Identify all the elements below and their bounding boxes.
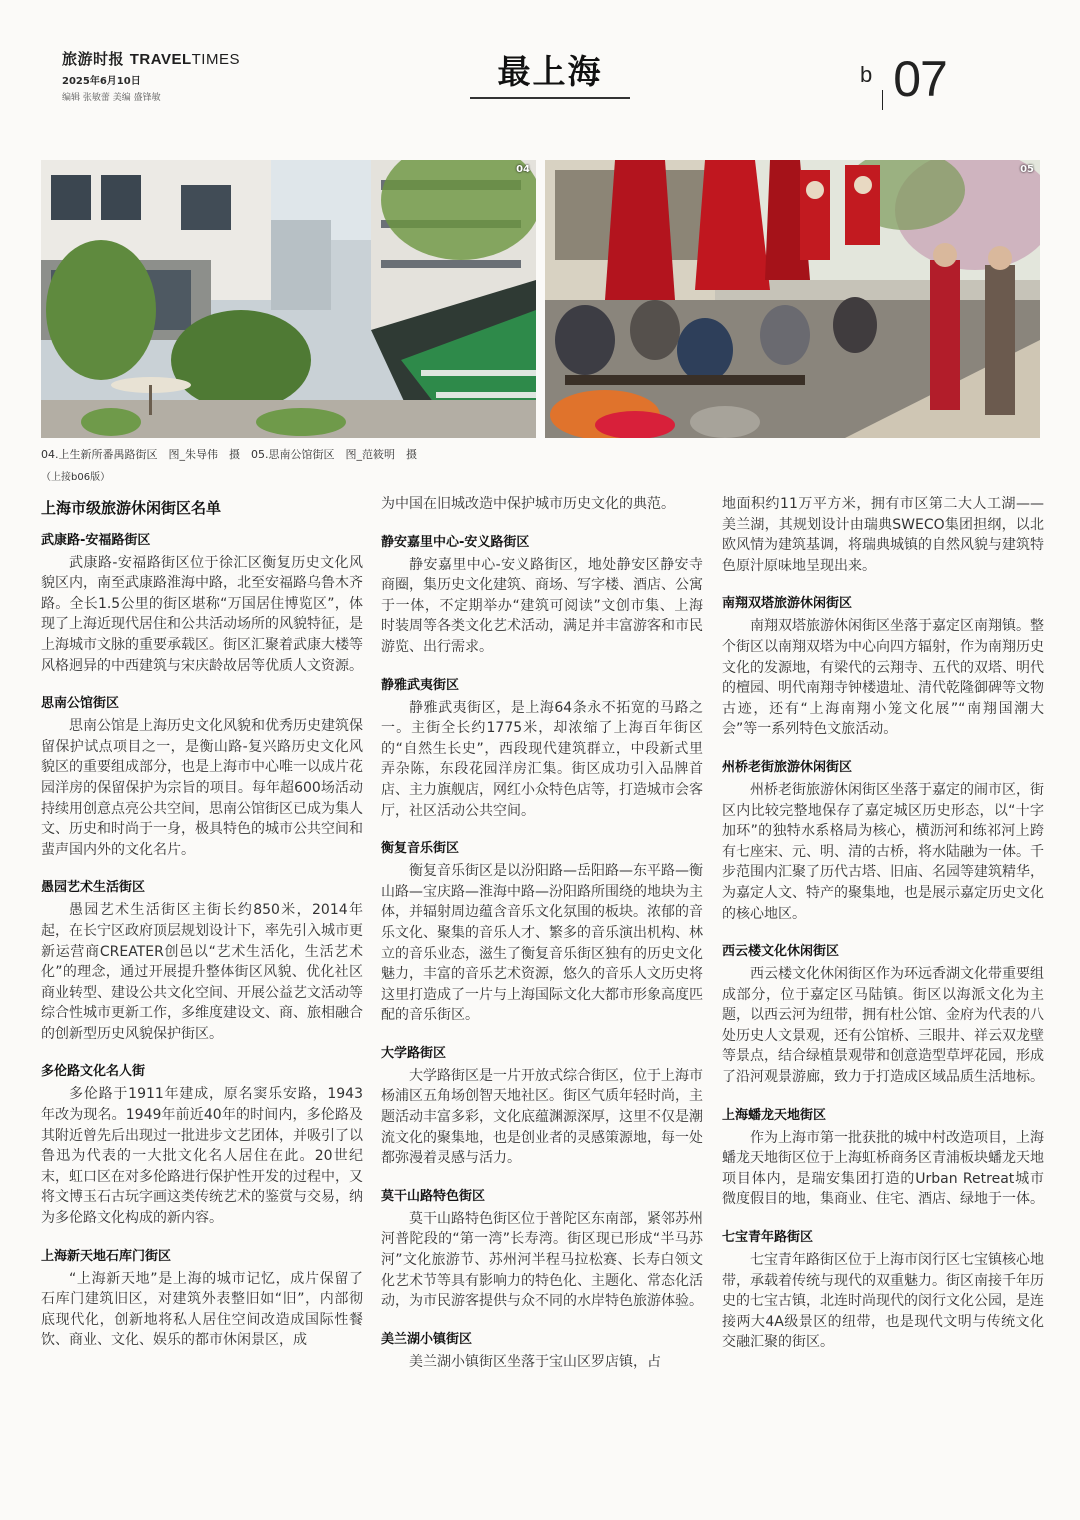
- district-heading: 莫干山路特色街区: [381, 1188, 486, 1204]
- district-body-continued: 为中国在旧城改造中保护城市历史文化的典范。: [381, 496, 675, 512]
- district-heading: 美兰湖小镇街区: [381, 1331, 473, 1347]
- district-heading: 静安嘉里中心-安义路街区: [381, 534, 530, 550]
- page-section-letter: b: [860, 62, 873, 87]
- issue-date: 2025年6月10日: [62, 76, 141, 87]
- district-heading: 大学路街区: [381, 1045, 447, 1061]
- page-number-divider: [882, 90, 883, 110]
- district-heading: 多伦路文化名人街: [41, 1064, 146, 1080]
- district-heading: 上海蟠龙天地街区: [722, 1107, 827, 1123]
- district-heading: 愚园艺术生活街区: [41, 880, 146, 896]
- district-body: 多伦路于1911年建成，原名窦乐安路，1943年改为现名。1949年前近40年的时间内，多伦路及其附近曾先后出现过一批进步文艺团体，并吸引了以鲁迅为代表的一大批文化名人居住在此。20世纪末，虹口区在对多伦路进行保护性开发的过程中，又将文博玉石古玩字画这类传统艺术的鉴赏与交易，纳为多伦路文化构成的新内容。: [41, 1086, 363, 1227]
- district-body: 静雅武夷街区，是上海64条永不拓宽的马路之一。主街全长约1775米，却浓缩了上海百年街区的“自然生长史”，西段现代建筑群立，中段新式里弄杂陈，东段花园洋房汇集。街区成功引入品牌首店、主力旗舰店，网红小众特色店等，打造城市会客厅，社区活动公共空间。: [381, 699, 703, 819]
- district-heading: 西云楼文化休闲街区: [722, 944, 840, 960]
- section-title: 最上海: [497, 52, 603, 91]
- newspaper-brand: [62, 48, 240, 69]
- district-body: 静安嘉里中心-安义路街区，地处静安区静安寺商圈，集历史文化建筑、商场、写字楼、酒店、公寓于一体，不定期举办“建筑可阅读”文创市集、上海时装周等各类文化艺术活动，满足并丰富游客和市民游览、出行需求。: [381, 556, 703, 655]
- brand-en-light: TIMES: [191, 51, 240, 68]
- article-column-1: [41, 494, 363, 1351]
- district-body: 大学路街区是一片开放式综合街区，位于上海市杨浦区五角场创智天地社区。街区气质年轻时尚，主题活动丰富多彩，文化底蕴渊源深厚，这里不仅是潮流文化的聚集地，也是创业者的灵感策源地，每一处都弥漫着灵感与活力。: [381, 1067, 703, 1167]
- district-heading: 静雅武夷街区: [381, 677, 460, 693]
- district-body: 美兰湖小镇街区坐落于宝山区罗店镇，占: [409, 1353, 661, 1370]
- article-column-2: [381, 494, 703, 1372]
- district-heading: 思南公馆街区: [41, 696, 120, 712]
- title-rule: [470, 97, 630, 99]
- district-body: 州桥老街旅游休闲街区坐落于嘉定的闹市区，街区内比较完整地保存了嘉定城区历史形态，以“十字加环”的独特水系格局为核心，横沥河和练祁河上跨有七座宋、元、明、清的古桥，将水陆融为一体。千步范围内汇聚了历代古塔、旧庙、名园等建筑精华，为嘉定人文、特产的聚集地，也是展示嘉定历史文化的核心地区。: [722, 781, 1044, 922]
- district-heading: 州桥老街旅游休闲街区: [722, 759, 853, 775]
- photo-caption: 04.上生新所番禺路街区 图_朱导伟 摄 05.思南公馆街区 图_范筱明 摄: [41, 448, 417, 461]
- editors-line: 编辑 张敏蕾 美编 盛锋敏: [62, 93, 161, 103]
- district-body: 愚园艺术生活街区主街长约850米，2014年起，在长宁区政府顶层规划设计下，率先引入城市更新运营商CREATER创邑以“艺术生活化，生活艺术化”的理念，通过开展提升整体街区风貌、优化社区商业转型、建设公共文化空间、开展公益艺文活动等综合性城市更新工作，多维度建设文、商、旅相融合的创新型历史风貌保护街区。: [41, 902, 363, 1042]
- district-body-continued: 地面积约11万平方米，拥有市区第二大人工湖——美兰湖，其规划设计由瑞典SWECO集团担纲，以北欧风情为建筑基调，将瑞典城镇的自然风貌与建筑特色原汁原味地呈现出来。: [722, 496, 1044, 574]
- district-heading: 南翔双塔旅游休闲街区: [722, 596, 853, 612]
- brand-cn: 旅游时报: [62, 50, 125, 68]
- district-body: 西云楼文化休闲街区作为环远香湖文化带重要组成部分，位于嘉定区马陆镇。街区以海派文化为主题，以西云河为纽带，拥有杜公馆、金府为代表的八处历史人文景观，还有公馆桥、三眼井、祥云双龙壁等景点，结合绿植景观带和创意造型草坪花园，形成了沿河观景游廊，致力于打造成区域品质生活地标。: [722, 966, 1044, 1086]
- continued-from-note: （上接b06版）: [41, 472, 111, 483]
- architecture-street-photo-icon: [41, 160, 536, 438]
- brand-en-bold: TRAVEL: [129, 51, 192, 68]
- district-heading: 七宝青年路街区: [722, 1230, 814, 1246]
- masthead: [62, 48, 240, 103]
- district-body: 衡复音乐街区是以汾阳路—岳阳路—东平路—衡山路—宝庆路—淮海中路—汾阳路所围绕的地块为主体，并辐射周边蕴含音乐文化氛围的板块。浓郁的音乐文化、聚集的音乐人才、繁多的音乐演出机构、林立的音乐业态，滋生了衡复音乐街区独有的历史文化魅力，丰富的音乐艺术资源，悠久的音乐人文历史将这里打造成了一片与上海国际文化大都市形象高度匹配的音乐街区。: [381, 863, 703, 1024]
- district-body: 武康路-安福路街区位于徐汇区衡复历史文化风貌区内，南至武康路淮海中路，北至安福路乌鲁木齐路。全长1.5公里的街区堪称“万国居住博览区”，体现了上海近现代居住和公共活动场所的风貌特征，是上海城市文脉的重要承载区。街区汇聚着武康大楼等风格迥异的中西建筑与宋庆龄故居等优质人文资源。: [41, 554, 363, 674]
- page-number-value: 07: [893, 51, 947, 107]
- district-body: 南翔双塔旅游休闲街区坐落于嘉定区南翔镇。整个街区以南翔双塔为中心向四方辐射，作为南翔历史文化的发源地，有梁代的云翔寺、五代的双塔、明代的檀园、明代南翔寺钟楼遗址、清代乾隆御碑等文物古迹，还有“上海南翔小笼文化展”“南翔国潮大会”等一系列特色文旅活动。: [722, 618, 1044, 738]
- article-column-3: [722, 494, 1044, 1353]
- page-number: [860, 50, 947, 108]
- district-body: 莫干山路特色街区位于普陀区东南部，紧邻苏州河普陀段的“第一湾”长寿湾。街区现已形成“半马苏河”文化旅游节、苏州河半程马拉松赛、长寿白领文化艺术节等具有影响力的特色化、主题化、常态化活动，为市民游客提供与众不同的水岸特色旅游体验。: [381, 1210, 703, 1310]
- photo-tag: 05: [1020, 164, 1034, 175]
- district-body: 作为上海市第一批获批的城中村改造项目，上海蟠龙天地街区位于上海虹桥商务区青浦板块蟠龙天地项目体内，是瑞安集团打造的Urban Retreat城市微度假目的地，集商业、住宅、酒店、绿地于一体。: [722, 1129, 1044, 1208]
- photo-cafe-street: [545, 160, 1040, 438]
- photo-tag: 04: [516, 164, 530, 175]
- photo-architecture-street: [41, 160, 536, 438]
- district-heading: 上海新天地石库门街区: [41, 1248, 172, 1264]
- article-title: 上海市级旅游休闲街区名单: [41, 499, 222, 517]
- district-heading: 武康路-安福路街区: [41, 532, 151, 548]
- district-body: 七宝青年路街区位于上海市闵行区七宝镇核心地带，承载着传统与现代的双重魅力。街区南接千年历史的七宝古镇，北连时尚现代的闵行文化公园，是连接两大4A级景区的纽带，也是现代文明与传统文化交融汇聚的街区。: [722, 1252, 1044, 1351]
- brand-en: [130, 51, 240, 68]
- district-heading: 衡复音乐街区: [381, 841, 460, 857]
- cafe-street-photo-icon: [545, 160, 1040, 438]
- district-body: 思南公馆是上海历史文化风貌和优秀历史建筑保留保护试点项目之一，是衡山路-复兴路历史文化风貌区的重要组成部分，也是上海市中心唯一以成片花园洋房的保留保护为宗旨的项目。每年超600场活动持续用创意点亮公共空间，思南公馆街区已成为集人文、历史和时尚于一身，极具特色的城市公共空间和蜚声国内外的文化名片。: [41, 718, 363, 858]
- district-body: “上海新天地”是上海的城市记忆，成片保留了石库门建筑旧区，对建筑外表整旧如“旧”，内部彻底现代化，创新地将私人居住空间改造成国际性餐饮、商业、文化、娱乐的都市休闲景区，成: [41, 1270, 363, 1349]
